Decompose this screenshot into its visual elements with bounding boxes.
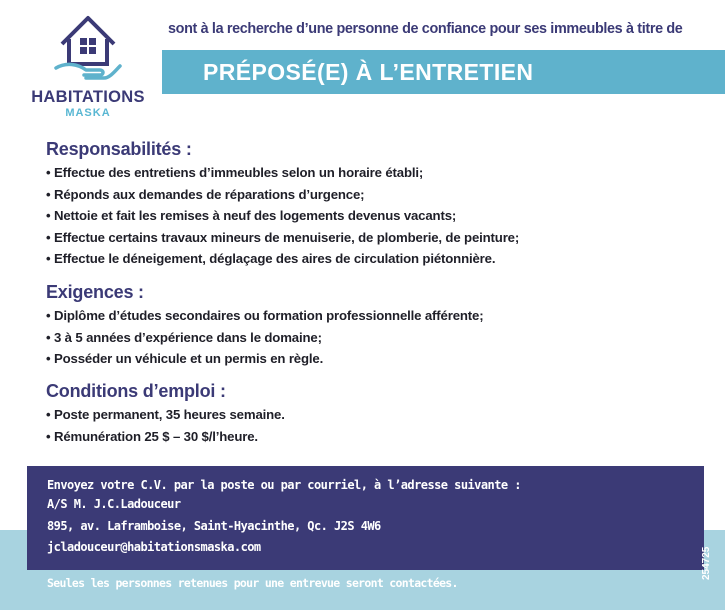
list-item: • Nettoie et fait les remises à neuf des logements devenus vacants;: [46, 205, 519, 227]
contact-box: [27, 466, 704, 570]
habitations-maska-logo: [14, 8, 162, 126]
list-item: • Rémunération 25 $ – 30 $/l’heure.: [46, 426, 285, 448]
contact-intro: Envoyez votre C.V. par la poste ou par courriel, à l’adresse suivante :: [47, 478, 521, 492]
conditions-section: [46, 381, 285, 447]
requirements-heading: Exigences :: [46, 282, 144, 302]
requirements-list: [46, 305, 483, 370]
list-item: • Diplôme d’études secondaires ou formation professionnelle afférente;: [46, 305, 483, 327]
list-item: • Effectue des entretiens d’immeubles selon un horaire établi;: [46, 162, 519, 184]
list-item: • Posséder un véhicule et un permis en règle.: [46, 348, 483, 370]
tagline: sont à la recherche d’une personne de confiance pour ses immeubles à titre de: [168, 21, 683, 37]
conditions-list: [46, 404, 285, 447]
title-banner: [162, 50, 725, 94]
logo-name: HABITATIONS: [31, 88, 145, 106]
ad-number: 254725: [701, 546, 712, 580]
list-item: • Réponds aux demandes de réparations d’urgence;: [46, 184, 519, 206]
house-in-hand-icon: [52, 8, 124, 84]
logo-subtitle: MASKA: [65, 107, 111, 119]
requirements-section: [46, 282, 483, 370]
contact-address: 895, av. Laframboise, Saint-Hyacinthe, Qc. J2S 4W6: [47, 519, 381, 533]
list-item: • 3 à 5 années d’expérience dans le domaine;: [46, 327, 483, 349]
list-item: • Poste permanent, 35 heures semaine.: [46, 404, 285, 426]
footer-disclaimer: Seules les personnes retenues pour une entrevue seront contactées.: [47, 576, 458, 590]
job-title: PRÉPOSÉ(E) À L’ENTRETIEN: [203, 59, 534, 85]
list-item: • Effectue le déneigement, déglaçage des aires de circulation piétonnière.: [46, 248, 519, 270]
conditions-heading: Conditions d’emploi :: [46, 381, 226, 401]
contact-attention: A/S M. J.C.Ladouceur: [47, 497, 181, 511]
contact-email[interactable]: jcladouceur@habitationsmaska.com: [47, 540, 261, 554]
list-item: • Effectue certains travaux mineurs de menuiserie, de plomberie, de peinture;: [46, 227, 519, 249]
responsibilities-section: [46, 139, 519, 270]
responsibilities-list: [46, 162, 519, 270]
responsibilities-heading: Responsabilités :: [46, 139, 192, 159]
